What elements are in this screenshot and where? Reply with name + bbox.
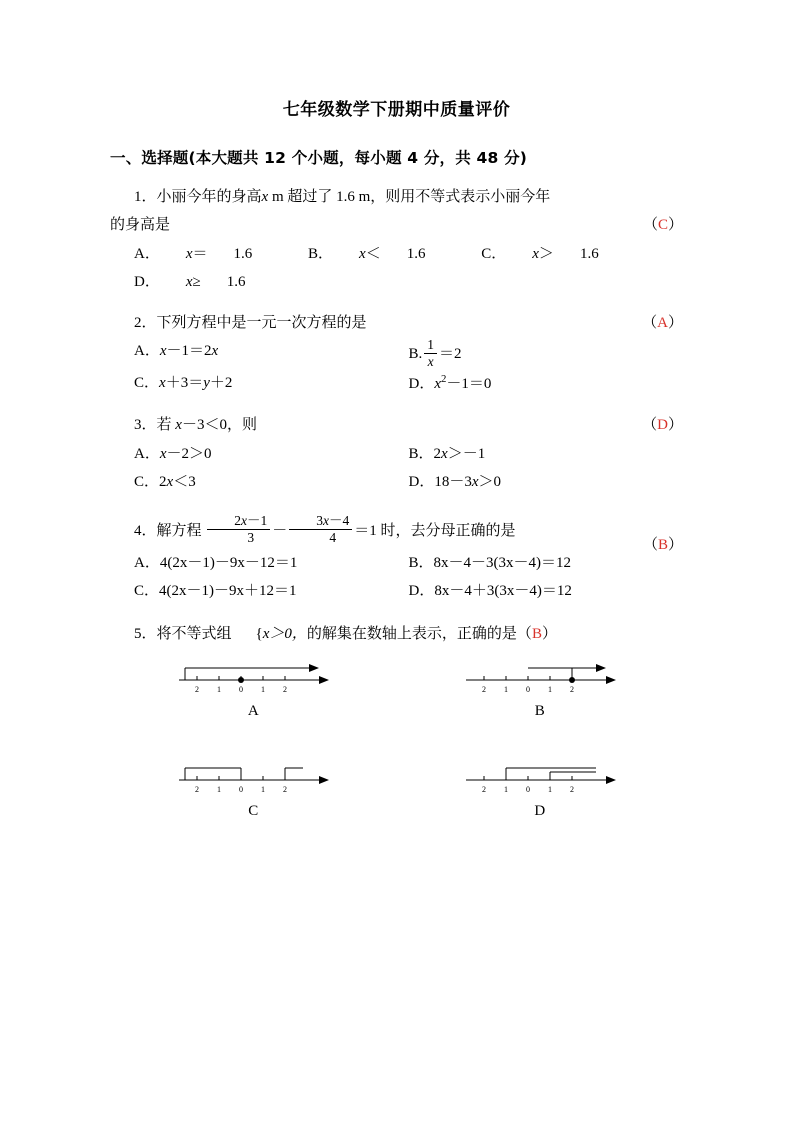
- svg-text:0: 0: [525, 685, 530, 695]
- opt-expr: 4(2x－1)－9x＋12＝1: [159, 583, 297, 600]
- question-3-option-b: [409, 440, 684, 469]
- opt-tag: D．: [408, 376, 435, 393]
- opt-tag: C．: [134, 375, 160, 392]
- paren-open: （: [642, 416, 658, 433]
- opt-expr: －2＞0: [166, 445, 212, 462]
- question-4-option-a: [134, 549, 409, 578]
- opt-var: x: [434, 376, 442, 393]
- num-var: x: [323, 513, 330, 529]
- question-5-stem-b: 的解集在数轴上表示，正确的是: [306, 625, 517, 642]
- paren-close: ）: [667, 416, 683, 433]
- question-5-stem-a: 将不等式组: [156, 625, 232, 642]
- question-4-option-c: [134, 577, 409, 606]
- paren-close: ）: [667, 536, 683, 553]
- svg-text:2: 2: [481, 785, 486, 795]
- svg-text:2: 2: [283, 685, 288, 695]
- opt-tag: B．: [408, 554, 434, 571]
- question-4: [110, 513, 683, 606]
- number-line-a: [173, 654, 333, 696]
- opt-var: x: [359, 245, 366, 262]
- fraction-numerator: 1: [427, 337, 435, 353]
- svg-text:1: 1: [217, 685, 222, 695]
- question-3-options-row2: [110, 468, 683, 497]
- opt-var: x: [159, 375, 166, 392]
- svg-text:1: 1: [503, 685, 508, 695]
- opt-var2: y: [203, 375, 210, 392]
- choice-d-label: D: [534, 803, 546, 820]
- question-4-options-row1: [110, 549, 683, 578]
- svg-text:1: 1: [547, 685, 552, 695]
- fraction: [424, 337, 437, 369]
- opt-tag: B．: [408, 445, 434, 462]
- svg-text:1: 1: [217, 785, 222, 795]
- question-3-stem-a: 若: [156, 416, 176, 433]
- fraction-numerator: [289, 513, 352, 529]
- opt-var: x: [471, 474, 479, 491]
- number-line-b: [460, 654, 620, 696]
- opt-expr: 8x－4＋3(3x－4)＝12: [434, 583, 572, 600]
- svg-text:1: 1: [503, 785, 508, 795]
- question-2-answer-box: [618, 310, 683, 338]
- svg-text:2: 2: [195, 785, 200, 795]
- question-3-option-a: [134, 440, 409, 469]
- svg-text:1: 1: [261, 785, 266, 795]
- opt-var: x: [166, 474, 174, 491]
- question-3-option-c: [134, 468, 409, 497]
- question-1-stem-c: 的身高是: [110, 216, 171, 233]
- question-5-choices-row2: [110, 754, 683, 820]
- choice-d: [397, 754, 684, 820]
- num-pre: 2: [234, 513, 242, 529]
- question-5: [110, 620, 683, 821]
- question-2-option-b: [409, 337, 684, 369]
- question-5-choices-row1: [110, 654, 683, 720]
- paren-open: （: [642, 216, 658, 233]
- question-2-option-c: [134, 369, 409, 399]
- svg-text:2: 2: [569, 785, 574, 795]
- question-1-variable: x: [261, 189, 269, 205]
- question-3-answer: D: [657, 416, 668, 433]
- opt-expr-pre: 18－3: [434, 474, 472, 491]
- num-pre: 3: [316, 513, 324, 529]
- choice-b-label: B: [534, 703, 545, 720]
- opt-var: x: [185, 274, 193, 290]
- opt-val: 1.6: [233, 245, 253, 262]
- svg-text:2: 2: [569, 685, 574, 695]
- question-5-number: 5．: [134, 625, 157, 642]
- paren-open: （: [642, 314, 658, 331]
- question-4-number: 4．: [134, 522, 157, 539]
- opt-tag: A．: [134, 245, 160, 262]
- number-line-d: [460, 754, 620, 796]
- opt-tag: C．: [481, 245, 507, 262]
- svg-text:1: 1: [261, 685, 266, 695]
- question-5-stem: [110, 620, 683, 649]
- svg-text:1: 1: [547, 785, 552, 795]
- opt-rel: ＞: [538, 245, 554, 262]
- question-4-stem-b: ＝1 时，去分母正确的是: [354, 522, 516, 539]
- opt-tag: C．: [134, 474, 160, 491]
- fraction-denominator: 4: [289, 529, 352, 546]
- question-1-stem: [110, 184, 683, 212]
- opt-tag: A．: [134, 343, 160, 360]
- question-2: [110, 310, 683, 399]
- question-1-option-a: [134, 240, 278, 269]
- opt-rel: ≥: [192, 274, 201, 290]
- question-3-number: 3．: [134, 416, 157, 433]
- choice-c-label: C: [248, 803, 259, 820]
- question-3-stem: [110, 412, 683, 440]
- num-var: x: [241, 513, 248, 529]
- opt-val: 1.6: [579, 245, 599, 262]
- system-line1: x＞0，: [262, 625, 307, 642]
- opt-tag: C．: [134, 583, 160, 600]
- opt-val: 1.6: [226, 274, 246, 290]
- opt-tag: B．: [308, 245, 334, 262]
- opt-expr-pre: 2: [433, 445, 442, 462]
- question-3-stem-b: －3＜0，则: [181, 416, 257, 433]
- question-1-stem-a: 小丽今年的身高: [156, 189, 262, 205]
- choice-b: [397, 654, 684, 720]
- paren-open: （: [642, 536, 658, 553]
- question-2-options-row1: [110, 337, 683, 369]
- question-1-stem-line2: [110, 212, 683, 240]
- question-1: [110, 184, 683, 297]
- question-2-number: 2．: [134, 314, 157, 331]
- question-4-options-row2: [110, 577, 683, 606]
- question-4-option-d: [409, 577, 684, 606]
- opt-tag: A．: [134, 554, 160, 571]
- svg-text:2: 2: [481, 685, 486, 695]
- opt-exponent: 2: [441, 373, 447, 386]
- opt-tag: D．: [408, 474, 435, 491]
- fraction-2: [289, 513, 352, 545]
- fraction-1: [207, 513, 270, 545]
- opt-var2: x: [211, 343, 219, 360]
- num-post: －4: [329, 513, 350, 529]
- question-1-option-c: [481, 240, 624, 269]
- question-5-answer: B: [531, 625, 542, 642]
- choice-c: [110, 754, 397, 820]
- fraction-numerator: [207, 513, 270, 529]
- choice-a: [110, 654, 397, 720]
- svg-text:0: 0: [239, 785, 244, 795]
- opt-expr: 4(2x－1)－9x－12＝1: [159, 554, 298, 571]
- paren-close: ）: [667, 216, 683, 233]
- opt-rel: ＝: [192, 245, 208, 262]
- question-1-option-b: [308, 240, 451, 269]
- opt-tag: D．: [134, 274, 160, 290]
- svg-text:2: 2: [195, 685, 200, 695]
- opt-val: 1.6: [406, 245, 426, 262]
- question-3-variable: x: [175, 416, 182, 433]
- opt-expr-pre: 2: [159, 474, 167, 491]
- fraction-denominator: x: [424, 353, 437, 370]
- paren-close: ）: [667, 314, 683, 331]
- number-line-c: [173, 754, 333, 796]
- svg-text:0: 0: [239, 685, 244, 695]
- question-1-answer-box: [643, 212, 683, 240]
- section-heading: 一、选择题(本大题共 12 个小题，每小题 4 分，共 48 分): [110, 149, 528, 167]
- opt-expr: ＞－1: [447, 445, 486, 462]
- svg-text:2: 2: [283, 785, 288, 795]
- question-2-options-row2: [110, 369, 683, 399]
- opt-expr: －1＝2: [166, 343, 212, 360]
- opt-tag: D．: [408, 583, 435, 600]
- question-3: [110, 412, 683, 497]
- opt-var: x: [159, 343, 167, 360]
- question-1-answer: C: [657, 216, 668, 233]
- opt-expr-mid: ＋3＝: [165, 375, 204, 392]
- opt-expr: ＝2: [439, 346, 462, 363]
- question-2-option-d: [409, 369, 684, 399]
- question-3-option-d: [409, 468, 684, 497]
- opt-tag: A．: [134, 445, 160, 462]
- page-title: 七年级数学下册期中质量评价: [282, 100, 511, 120]
- fraction-denominator: 3: [207, 529, 270, 546]
- question-1-stem-b: m 超过了 1.6 m，则用不等式表示小丽今年: [268, 189, 551, 205]
- question-4-answer-box: [619, 527, 683, 563]
- opt-tag: B.: [408, 346, 423, 363]
- question-3-answer-box: [618, 412, 683, 440]
- opt-expr: ＜3: [173, 474, 196, 491]
- question-2-answer: A: [657, 314, 668, 331]
- question-2-option-a: [134, 337, 409, 369]
- opt-expr: ＋2: [209, 375, 233, 392]
- question-4-answer: B: [657, 536, 668, 553]
- opt-var: x: [441, 445, 448, 462]
- choice-a-label: A: [247, 703, 259, 720]
- opt-rel: ＜: [365, 245, 381, 262]
- opt-expr: －1＝0: [446, 376, 492, 393]
- system-brace: {x＞0，: [255, 625, 307, 642]
- question-1-options: [110, 240, 683, 297]
- num-post: －1: [247, 513, 268, 529]
- question-2-stem-text: 下列方程中是一元一次方程的是: [156, 314, 367, 331]
- question-1-number: 1．: [134, 189, 157, 205]
- opt-var: x: [185, 245, 193, 262]
- question-5-answer-box: （B）: [516, 625, 557, 642]
- question-4-minus: －: [272, 522, 288, 539]
- opt-var: x: [159, 445, 167, 462]
- question-1-option-d: [134, 268, 272, 297]
- question-4-stem: [110, 513, 683, 553]
- question-3-options-row1: [110, 440, 683, 469]
- opt-expr: 8x－4－3(3x－4)＝12: [433, 554, 572, 571]
- opt-var: x: [532, 245, 539, 262]
- question-2-stem: [110, 310, 683, 338]
- question-4-stem-a: 解方程: [156, 522, 206, 539]
- svg-text:0: 0: [525, 785, 530, 795]
- opt-expr: ＞0: [478, 474, 502, 491]
